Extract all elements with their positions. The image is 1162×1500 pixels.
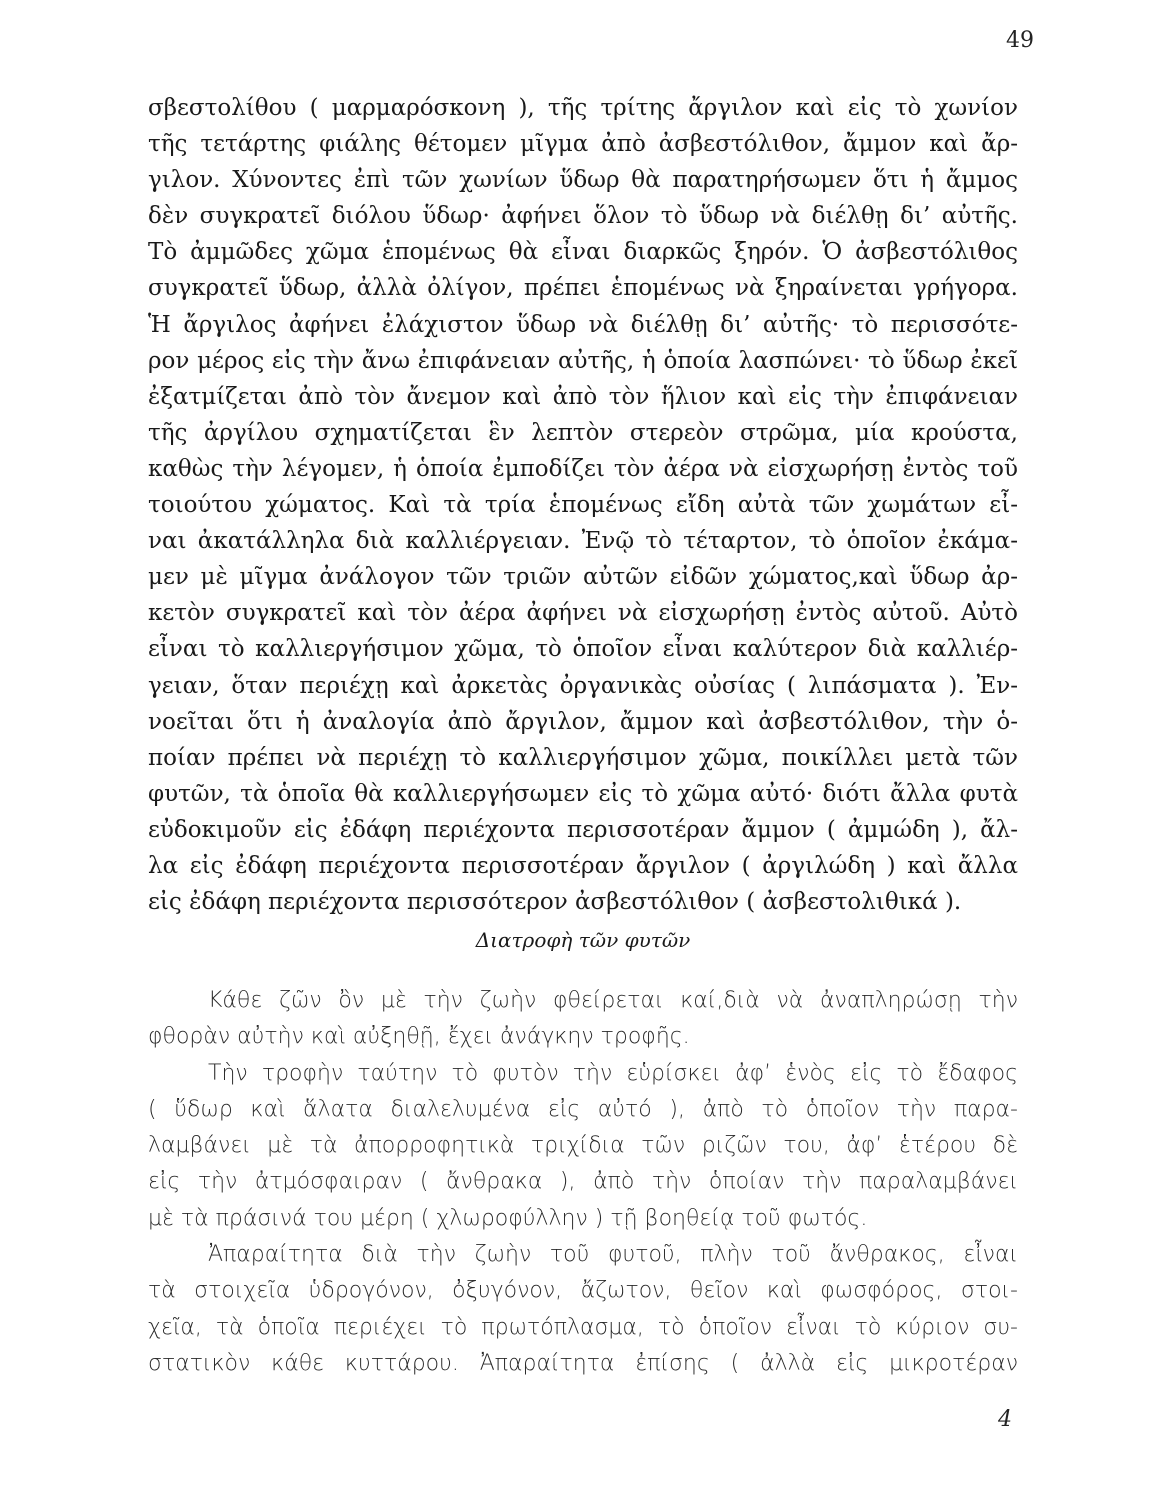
section-heading: Διατροφὴ τῶν φυτῶν [475, 928, 691, 952]
text-line: Τὴν τροφὴν ταύτην τὸ φυτὸν τὴν εὑρίσκει ἀφ’ ἑνὸς εἰς τὸ ἔδαφος [208, 1060, 1018, 1086]
text-line: Ἡ ἄργιλος ἀφήνει ἐλάχιστον ὕδωρ νὰ διέλθῃ δι’ αὐτῆς· τὸ περισσότε- [148, 311, 1018, 338]
text-line: νοεῖται ὅτι ἡ ἀναλογία ἀπὸ ἄργιλον, ἄμμον καὶ ἀσβεστόλιθον, τὴν ὁ- [148, 708, 1018, 735]
text-line: μὲ τὰ πράσινά του μέρη ( χλωροφύλλην ) τῇ βοηθείᾳ τοῦ φωτός. [148, 1205, 868, 1231]
text-line: φυτῶν, τὰ ὁποῖα θὰ καλλιεργήσωμεν εἰς τὸ χῶμα αὐτό· διότι ἄλλα φυτὰ [148, 780, 1018, 807]
text-line: ναι ἀκατάλληλα διὰ καλλιέργειαν. Ἐνῷ τὸ τέταρτον, τὸ ὁποῖον ἐκάμα- [148, 528, 1018, 555]
text-line: συγκρατεῖ ὕδωρ, ἀλλὰ ὀλίγον, πρέπει ἑπομένως νὰ ξηραίνεται γρήγορα. [148, 275, 1018, 302]
text-line: Ἀπαραίτητα διὰ τὴν ζωὴν τοῦ φυτοῦ, πλὴν τοῦ ἄνθρακος, εἶναι [208, 1242, 1018, 1268]
text-line: ποίαν πρέπει νὰ περιέχῃ τὸ καλλιεργήσιμον χῶμα, ποικίλλει μετὰ τῶν [148, 744, 1018, 771]
text-line: εὐδοκιμοῦν εἰς ἐδάφη περιέχοντα περισσοτέραν ἄμμον ( ἀμμώδη ), ἄλ- [148, 816, 1018, 843]
text-line: καθὼς τὴν λέγομεν, ἡ ὁποία ἐμποδίζει τὸν ἀέρα νὰ εἰσχωρήσῃ ἐντὸς τοῦ [148, 455, 1018, 482]
text-line: τοιούτου χώματος. Καὶ τὰ τρία ἑπομένως εἴδη αὐτὰ τῶν χωμάτων εἶ- [148, 492, 1018, 519]
text-line: χεῖα, τὰ ὁποῖα περιέχει τὸ πρωτόπλασμα, τὸ ὁποῖον εἶναι τὸ κύριον συ- [148, 1314, 1018, 1340]
text-line: εἰς τὴν ἀτμόσφαιραν ( ἄνθρακα ), ἀπὸ τὴν ὁποίαν τὴν παραλαμβάνει [148, 1169, 1018, 1195]
text-line: κετὸν συγκρατεῖ καὶ τὸν ἀέρα ἀφήνει νὰ εἰσχωρήσῃ ἐντὸς αὐτοῦ. Αὐτὸ [148, 600, 1018, 627]
text-line: τῆς ἀργίλου σχηματίζεται ἓν λεπτὸν στερεὸν στρῶμα, μία κρούστα, [148, 419, 1018, 446]
signature-mark: 4 [998, 1407, 1012, 1432]
text-line: σβεστολίθου ( μαρμαρόσκονη ), τῆς τρίτης ἄργιλον καὶ εἰς τὸ χωνίον [148, 95, 1018, 121]
text-line: λα εἰς ἐδάφη περιέχοντα περισσοτέραν ἄργιλον ( ἀργιλώδη ) καὶ ἄλλα [148, 852, 1018, 879]
body-paragraph-soil [148, 90, 1018, 920]
text-line: τῆς τετάρτης φιάλης θέτομεν μῖγμα ἀπὸ ἀσβεστόλιθον, ἄμμον καὶ ἄρ- [148, 131, 1018, 158]
text-line: εἶναι τὸ καλλιεργήσιμον χῶμα, τὸ ὁποῖον εἶναι καλύτερον διὰ καλλιέρ- [148, 636, 1018, 663]
text-line: ἐξατμίζεται ἀπὸ τὸν ἄνεμον καὶ ἀπὸ τὸν ἥλιον καὶ εἰς τὴν ἐπιφάνειαν [148, 383, 1018, 410]
text-line: Κάθε ζῶν ὂν μὲ τὴν ζωὴν φθείρεται καί,διὰ νὰ ἀναπληρώσῃ τὴν [208, 988, 1018, 1013]
text-line: στατικὸν κάθε κυττάρου. Ἀπαραίτητα ἐπίσης ( ἀλλὰ εἰς μικροτέραν [148, 1350, 1018, 1376]
text-line: εἰς ἐδάφη περιέχοντα περισσότερον ἀσβεστόλιθον ( ἀσβεστολιθικά ). [148, 889, 962, 916]
text-line: φθορὰν αὐτὴν καὶ αὐξηθῇ, ἔχει ἀνάγκην τροφῆς. [148, 1024, 690, 1050]
text-line: μεν μὲ μῖγμα ἀνάλογον τῶν τριῶν αὐτῶν εἰδῶν χώματος,καὶ ὕδωρ ἀρ- [148, 564, 1018, 591]
text-line: Τὸ ἀμμῶδες χῶμα ἑπομένως θὰ εἶναι διαρκῶς ξηρόν. Ὁ ἀσβεστόλιθος [148, 239, 1018, 266]
text-line: λαμβάνει μὲ τὰ ἀπορροφητικὰ τριχίδια τῶν ριζῶν του, ἀφ’ ἑτέρου δὲ [148, 1133, 1018, 1159]
text-line: ( ὕδωρ καὶ ἅλατα διαλελυμένα εἰς αὐτό ), ἀπὸ τὸ ὁποῖον τὴν παρα- [148, 1096, 1018, 1122]
body-paragraph-nutrition [148, 983, 1018, 1382]
text-line: γιλον. Χύνοντες ἐπὶ τῶν χωνίων ὕδωρ θὰ παρατηρήσωμεν ὅτι ἡ ἄμμος [148, 167, 1018, 194]
text-line: δὲν συγκρατεῖ διόλου ὕδωρ· ἀφήνει ὅλον τὸ ὕδωρ νὰ διέλθῃ δι’ αὐτῆς. [148, 203, 1018, 230]
text-line: τὰ στοιχεῖα ὑδρογόνον, ὀξυγόνον, ἄζωτον, θεῖον καὶ φωσφόρος, στοι- [148, 1278, 1018, 1304]
text-line: γειαν, ὅταν περιέχῃ καὶ ἀρκετὰς ὀργανικὰς οὐσίας ( λιπάσματα ). Ἐν- [148, 672, 1018, 699]
text-line: ρον μέρος εἰς τὴν ἄνω ἐπιφάνειαν αὐτῆς, ἡ ὁποία λασπώνει· τὸ ὕδωρ ἐκεῖ [148, 347, 1018, 374]
page-number: 49 [1006, 28, 1034, 53]
